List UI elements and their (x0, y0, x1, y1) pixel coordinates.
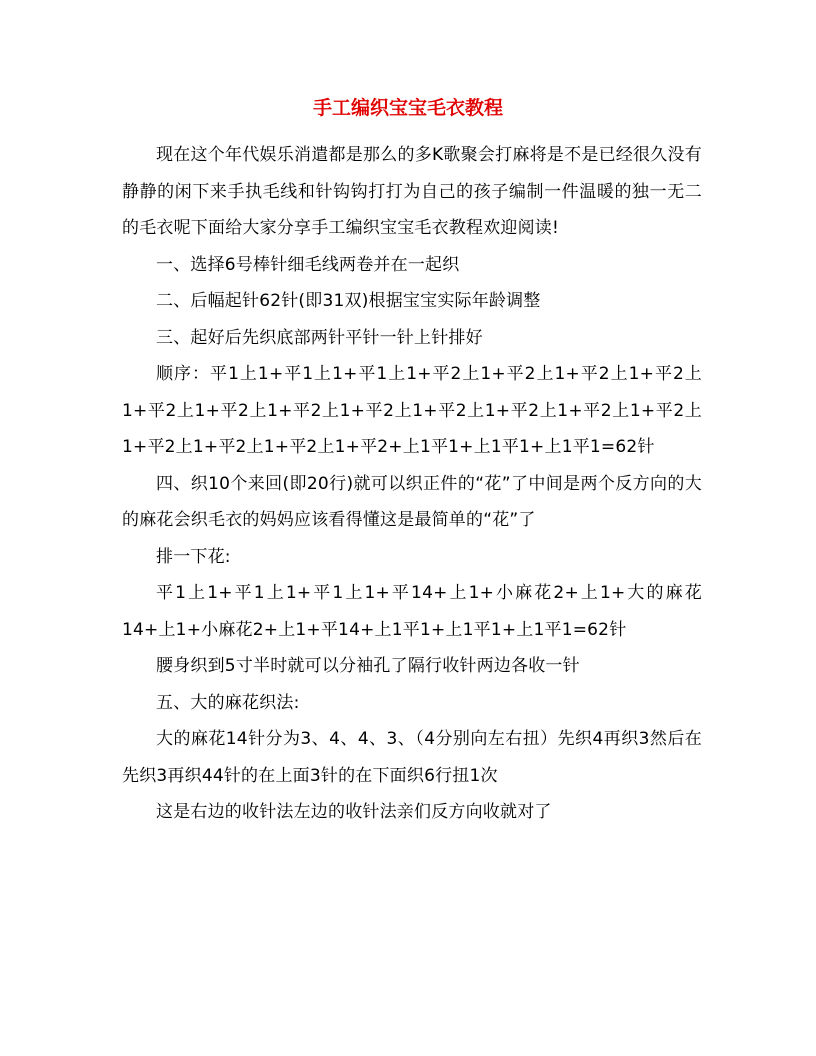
paragraph-cable-method: 大的麻花14针分为3、4、4、3、（4分别向左右扭）先织4再织3然后在先织3再织44针的在上面3针的在下面织6行扭1次 (122, 729, 702, 786)
paragraph-waist: 腰身织到5寸半时就可以分袖孔了隔行收针两边各收一针 (156, 656, 580, 676)
paragraph-intro: 现在这个年代娱乐消遣都是那么的多K歌聚会打麻将是不是已经很久没有静静的闲下来手执毛线和针钩钩打打为自己的孩子编制一件温暖的独一无二的毛衣呢下面给大家分享手工编织宝宝毛衣教程欢迎阅读! (122, 145, 702, 238)
paragraph-step-2: 二、后幅起针62针(即31双)根据宝宝实际年龄调整 (156, 291, 541, 311)
paragraph-step-5: 五、大的麻花织法: (156, 692, 300, 713)
paragraph-sequence: 顺序：平1上1+平1上1+平1上1+平2上1+平2上1+平2上1+平2上1+平2上1+平2上1+平2上1+平2上1+平2上1+平2上1+平2上1+平2上1+平2上1+平2上1+平2上1+平2+上1平1+上1平1+上1平1=62针 (122, 364, 702, 457)
paragraph-pattern: 平1上1+平1上1+平1上1+平14+上1+小麻花2+上1+大的麻花14+上1+小麻花2+上1+平14+上1平1+上1平1+上1平1=62针 (122, 583, 702, 640)
paragraph-step-3: 三、起好后先织底部两针平针一针上针排好 (156, 327, 483, 348)
paragraph-step-1: 一、选择6号棒针细毛线两卷并在一起织 (156, 254, 460, 275)
paragraph-closing: 这是右边的收针法左边的收针法亲们反方向收就对了 (156, 802, 552, 822)
paragraph-step-4: 四、织10个来回(即20行)就可以织正件的“花”了中间是两个反方向的大的麻花会织毛衣的妈妈应该看得懂这是最简单的“花”了 (122, 473, 702, 530)
paragraph-pattern-heading: 排一下花: (156, 546, 231, 567)
document-body (122, 137, 702, 831)
document-title: 手工编织宝宝毛衣教程 (312, 97, 503, 119)
